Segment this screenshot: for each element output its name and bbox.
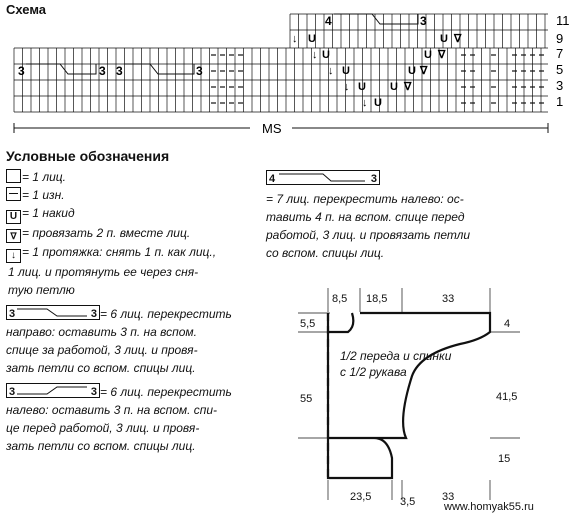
- row-number-5: 5: [556, 62, 564, 77]
- cable-label-right: 3: [196, 64, 203, 78]
- k2tog-mark: ∇: [404, 81, 412, 93]
- row-number-1: 1: [556, 94, 564, 109]
- cable-label-left: 3: [18, 64, 25, 78]
- legend-k2tog: ∇ = провязать 2 п. вместе лиц.: [6, 224, 261, 243]
- row-number-11: 11: [556, 13, 570, 28]
- yarn-over-mark: U: [342, 65, 350, 77]
- slip-mark: ↓: [328, 65, 334, 77]
- dim-top-1: 8,5: [332, 293, 348, 305]
- dim-bottom-3: 33: [442, 491, 455, 503]
- dim-top-2: 18,5: [366, 293, 388, 305]
- yarn-over-mark: U: [308, 33, 316, 45]
- row-number-7: 7: [556, 46, 564, 61]
- dim-left-55: 5,5: [300, 318, 316, 330]
- purl-symbol-icon: [6, 187, 21, 201]
- yarn-over-mark: U: [390, 81, 398, 93]
- legend-purl: = 1 изн.: [6, 186, 261, 204]
- legend-yo: U = 1 накид: [6, 204, 261, 224]
- cable-6-right-icon: 3 3: [6, 305, 100, 320]
- yarn-over-mark: U: [408, 65, 416, 77]
- cable-label-mid-b: 3: [116, 64, 123, 78]
- cable-label-mid-a: 3: [99, 64, 106, 78]
- yarn-over-icon: U: [6, 210, 21, 224]
- cable-label-top-4: 4: [325, 14, 332, 28]
- cable-7-icon: 4 3: [266, 170, 380, 185]
- legend-cable-7: [266, 170, 526, 190]
- legend-left: = 1 лиц. = 1 изн. U = 1 накид ∇ = провязать 2 п. вместе лиц. ↓ = 1 протяжка: снять 1 п. как лиц., 1 лиц. и протянуть ее через сня- тую петлю 3 3 = 6 лиц. перекрестить направо: оставить 3 п. на вспом. спице за работой, 3 лиц. и провя- зать петли со вспом. спицы лиц. 3 3 = 6 лиц. перекрестить налево: оставить 3 п. на вспом. спи- це перед работой, 3 лиц. и провя- зать петли со вспом. спицы лиц.: [6, 168, 261, 455]
- legend-knit: = 1 лиц.: [6, 168, 261, 186]
- slip-mark: ↓: [362, 97, 368, 109]
- cable-curve-top: [334, 14, 418, 24]
- knitting-chart: [0, 0, 570, 140]
- dim-right-4: 4: [504, 318, 511, 330]
- pattern-schematic: [280, 280, 570, 513]
- legend-right: 4 3 = 7 лиц. перекрестить налево: ос- тавить 4 п. на вспом. спице перед работой, 3 лиц. и провязать петли со вспом. спицы лиц.: [266, 170, 526, 262]
- k2tog-mark: ∇: [420, 65, 428, 77]
- cable-curve-left: [26, 64, 96, 74]
- dim-right-main: 41,5: [496, 391, 518, 403]
- pattern-label-2: с 1/2 рукава: [340, 365, 407, 379]
- dim-bottom-1: 23,5: [350, 491, 372, 503]
- chart-title: Схема: [6, 2, 47, 17]
- legend-heading: Условные обозначения: [6, 148, 170, 164]
- yarn-over-mark: U: [358, 81, 366, 93]
- yarn-over-mark: U: [424, 49, 432, 61]
- yarn-over-mark: U: [440, 33, 448, 45]
- ms-label: MS: [262, 121, 282, 136]
- row-number-9: 9: [556, 31, 564, 46]
- cable-label-top-3: 3: [420, 14, 427, 28]
- yarn-over-mark: U: [322, 49, 330, 61]
- pattern-label-1: 1/2 переда и спинки: [340, 349, 452, 363]
- k2tog-icon: ∇: [6, 229, 21, 243]
- dim-left-main: 55: [300, 393, 313, 405]
- cable-curve-right: [124, 64, 194, 74]
- watermark: www.homyak55.ru: [444, 501, 534, 513]
- row-number-3: 3: [556, 78, 564, 93]
- legend-cable-right: 3 3 = 6 лиц. перекрестить: [6, 305, 261, 323]
- dim-right-15: 15: [498, 453, 511, 465]
- slip-knit-pass-icon: ↓: [6, 249, 21, 263]
- cable-6-left-icon: 3 3: [6, 383, 100, 398]
- slip-mark: ↓: [344, 81, 350, 93]
- legend-skp: ↓ = 1 протяжка: снять 1 п. как лиц.,: [6, 243, 261, 263]
- yarn-over-mark: U: [374, 97, 382, 109]
- slip-mark: ↓: [312, 49, 318, 61]
- slip-mark: ↓: [292, 33, 298, 45]
- k2tog-mark: ∇: [438, 49, 446, 61]
- pattern-outline: [328, 313, 490, 478]
- k2tog-mark: ∇: [454, 33, 462, 45]
- legend-cable-left: 3 3 = 6 лиц. перекрестить: [6, 383, 261, 401]
- dim-top-3: 33: [442, 293, 455, 305]
- dim-bottom-2: 3,5: [400, 496, 416, 508]
- knit-symbol-icon: [6, 169, 21, 183]
